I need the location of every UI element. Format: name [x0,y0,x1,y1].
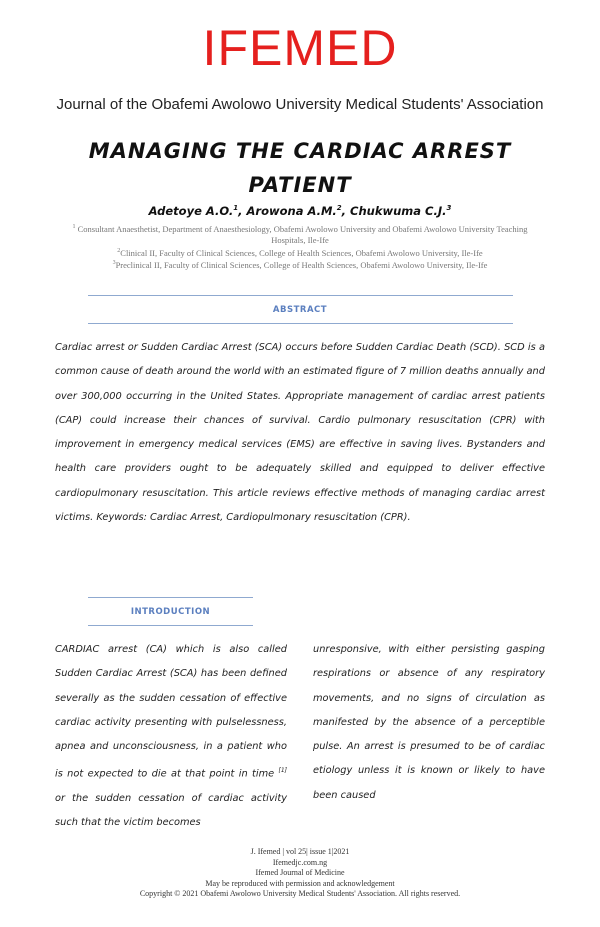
author-separator: , [238,204,247,218]
body-column-left [55,638,287,836]
footer-journal: Ifemed Journal of Medicine [255,868,345,877]
footer-website: Ifemedjc.com.ng [272,857,328,867]
author-name: Chukwuma C.J. [350,204,447,218]
journal-masthead: IFEMED [202,20,398,76]
page-footer [0,847,600,900]
author-name: Arowona A.M. [246,204,337,218]
affiliation [60,258,540,271]
affiliation-text: Preclinical II, Faculty of Clinical Sciences, College of Health Sciences, Obafemi Awolowo University, Ile-Ife [115,259,488,270]
author-separator: , [341,204,351,218]
affiliation-superscript: 1 [72,224,76,230]
footer-permission: May be reproduced with permission and acknowledgement [205,878,395,888]
author-superscript: 1 [233,204,239,213]
divider [88,597,253,598]
affiliation [60,222,540,246]
divider [88,295,513,296]
paragraph-text: or the sudden cessation of cardiac activity such that the victim becomes [55,793,287,829]
abstract-heading: ABSTRACT [272,305,328,315]
author-name: Adetoye A.O. [148,204,234,218]
affiliation-text: Consultant Anaesthetist, Department of Anaesthesiology, Obafemi Awolowo University and Obafemi Awolowo University Teaching Hospitals, Ile-Ife [75,223,528,245]
author-superscript: 3 [446,204,452,213]
divider [88,323,513,324]
article-title: MANAGING THE CARDIAC ARREST PATIENT [88,139,512,197]
affiliation-text: Clinical II, Faculty of Clinical Sciences, College of Health Sciences, Obafemi Awolowo University, Ile-Ife [120,247,483,258]
footer-copyright: Copyright © 2021 Obafemi Awolowo University Medical Students' Association. All rights reserved. [139,889,461,898]
paragraph-text: CARDIAC arrest (CA) which is also called Sudden Cardiac Arrest (SCA) has been defined severally as the sudden cessation of effective cardiac activity presenting with pulselessness, apnea and unconsciousness, in a patient who is not expected to die at that point in time [55,644,287,780]
introduction-heading: INTRODUCTION [130,607,211,617]
abstract-body: Cardiac arrest or Sudden Cardiac Arrest (SCA) occurs before Sudden Cardiac Death (SCD). SCD is a common cause of death around the world with an estimated figure of 7 million deaths annually and over 300,000 occurring in the United States. Appropriate management of cardiac arrest patients (CAP) could increase their chances of survival. Cardio pulmonary resuscitation (CPR) with improvement in emergency medical services (EMS) are effective in saving lives. Bystanders and health care providers ought to be adequately skilled and equipped to deliver effective cardiopulmonary resuscitation. This article reviews effective methods of managing cardiac arrest victims. Keywords: Cardiac Arrest, Cardiopulmonary resuscitation (CPR). [55,342,545,524]
citation-ref: [1] [278,767,287,775]
affiliation-superscript: 3 [112,260,116,266]
affiliation-superscript: 2 [117,248,121,254]
affiliation [60,246,540,259]
journal-name: Journal of the Obafemi Awolowo University Medical Students' Association [56,96,544,113]
footer-citation: J. Ifemed | vol 25| issue 1|2021 [250,847,350,856]
author-list [0,204,600,218]
body-column-right: unresponsive, with either persisting gasping respirations or absence of any respiratory movements, and no signs of circulation as manifested by the absence of a perceptible pulse. An arrest is presumed to be of cardiac etiology unless it is known or likely to have been caused [313,644,545,801]
divider [88,625,253,626]
author-superscript: 2 [336,204,342,213]
